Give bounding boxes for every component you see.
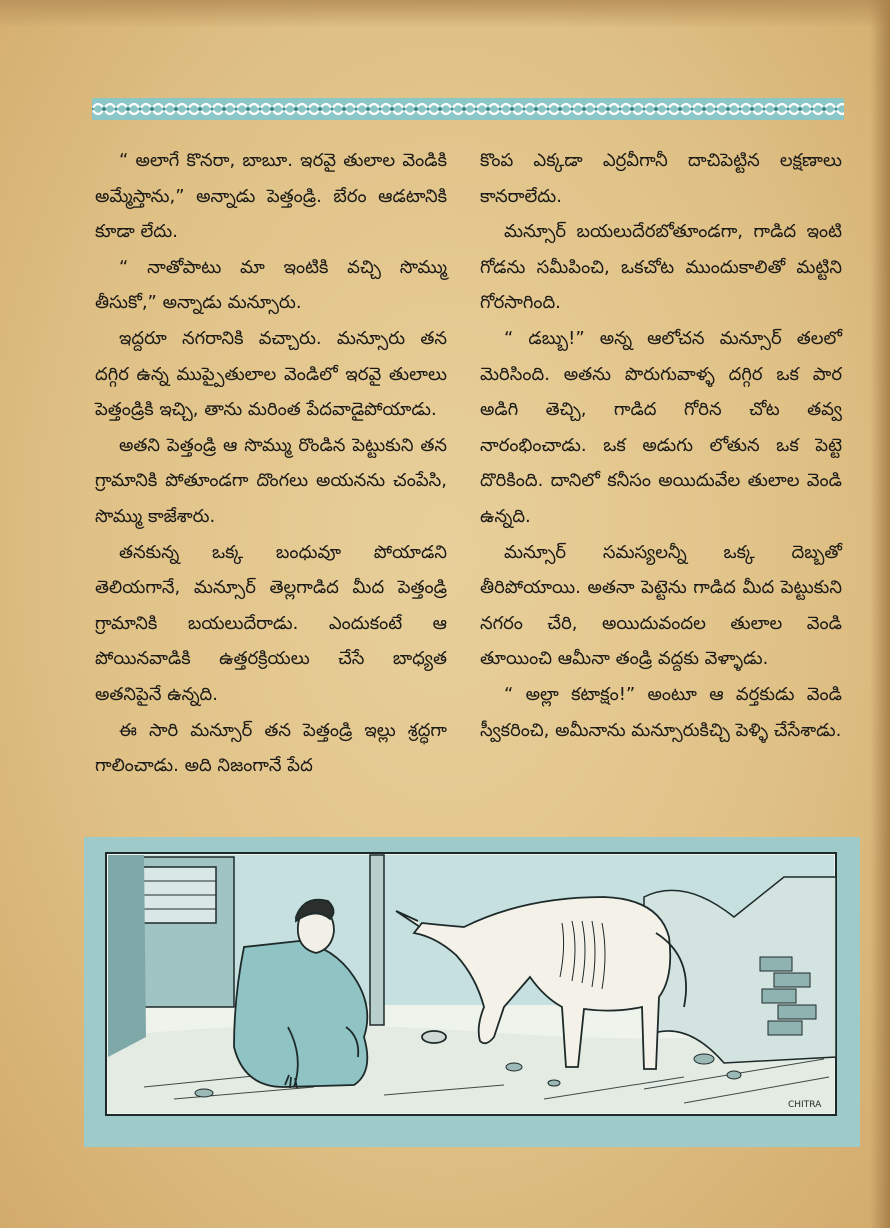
paragraph: కొంప ఎక్కడా ఎర్రవీగానీ దాచిపెట్టిన లక్షణాలు కానరాలేదు.	[480, 150, 842, 207]
paragraph: “ నాతోపాటు మా ఇంటికి వచ్చి సొమ్ము తీసుకో,” అన్నాడు మన్సూరు.	[95, 256, 447, 314]
paragraph: మన్సూర్ బయలుదేరబోతూండగా, గాడిద ఇంటి గోడను సమీపించి, ఒకచోట ముందుకాలితో మట్టిని గోరసాగింది.	[480, 221, 842, 314]
decorative-border	[92, 98, 844, 120]
donkey-illustration	[84, 837, 860, 1147]
paragraph: తనకున్న ఒక్క బంధువూ పోయాడని తెలియగానే, మన్సూర్ తెల్లగాడిద మీద పెత్తండ్రి గ్రామానికి బయలుదేరాడు. ఎందుకంటే ఆ పోయినవాడికి ఉత్తరక్రియలు చేసే బాధ్యత అతనిపైనే ఉన్నది.	[95, 541, 447, 705]
paragraph: “ అల్లా కటాక్షం!” అంటూ ఆ వర్తకుడు వెండి స్వీకరించి, అమీనాను మన్సూరుకిచ్చి పెళ్ళి చేసేశాడు.	[480, 683, 842, 741]
right-text-column	[480, 143, 842, 748]
paragraph: అతని పెత్తండ్రి ఆ సొమ్ము రొండిన పెట్టుకుని తన గ్రామానికి పోతూండగా దొంగలు అయనను చంపేసి, సొమ్ము కాజేశారు.	[95, 434, 447, 527]
paper-edge-right	[870, 0, 890, 1228]
left-text-column	[95, 143, 447, 784]
paragraph: ఈ సారి మన్సూర్ తన పెత్తండ్రి ఇల్లు శ్రద్ధగా గాలించాడు. అది నిజంగానే పేద	[95, 719, 447, 777]
paragraph: మన్సూర్ సమస్యలన్నీ ఒక్క దెబ్బతో తీరిపోయాయి. అతనా పెట్టెను గాడిద మీద పెట్టుకుని నగరం చేరి, అయిదువందల తులాల వెండి తూయించి ఆమీనా తండ్రి వద్దకు వెళ్ళాడు.	[480, 541, 842, 670]
paragraph: “ అలాగే కొనరా, బాబూ. ఇరవై తులాల వెండికి అమ్మేస్తాను,” అన్నాడు పెత్తండ్రి. బేరం ఆడటానికి కూడా లేదు.	[95, 150, 447, 243]
border-pattern-icon	[92, 98, 844, 120]
artist-signature: CHITRA	[788, 1100, 822, 1110]
paragraph: ఇద్దరూ నగరానికి వచ్చారు. మన్సూరు తన దగ్గిర ఉన్న ముప్పైతులాల వెండిలో ఇరవై తులాలు పెత్తండ్రికి ఇచ్చి, తాను మరింత పేదవాడైపోయాడు.	[95, 327, 447, 421]
paragraph: “ డబ్బు!” అన్న ఆలోచన మన్సూర్ తలలో మెరిసింది. అతను పొరుగువాళ్ళ దగ్గిర ఒక పార అడిగి తెచ్చి, గాడిద గోరిన చోట తవ్వ నారంభించాడు. ఒక అడుగు లోతున ఒక పెట్టె దొరికింది. దానిలో కనీసం అయిదువేల తులాల వెండి ఉన్నది.	[480, 327, 842, 527]
illustration-panel	[84, 837, 860, 1147]
paper-edge-top	[0, 0, 890, 28]
